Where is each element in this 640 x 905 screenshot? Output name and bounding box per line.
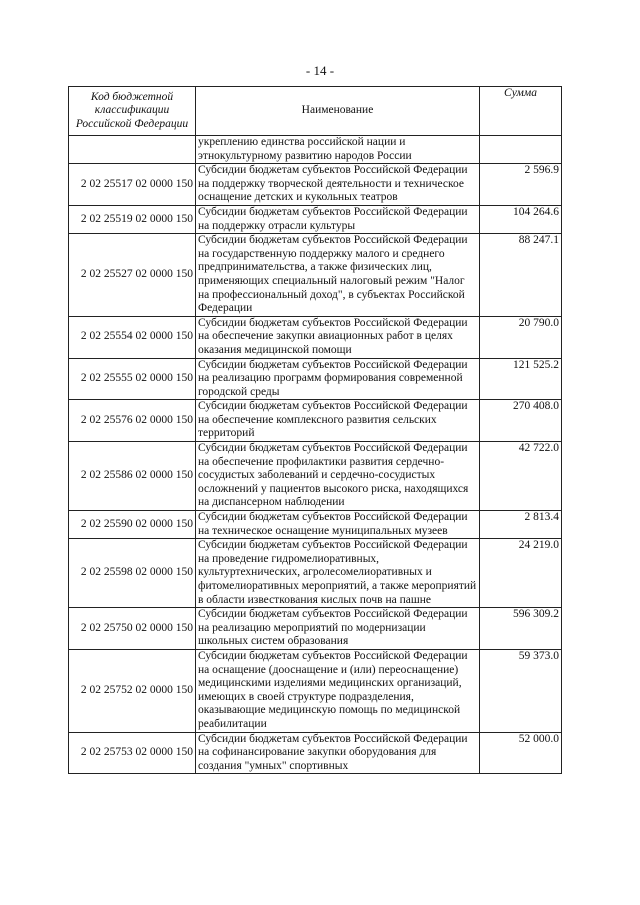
table-header-row: [69, 87, 562, 136]
row-name: Субсидии бюджетам субъектов Российской Федерации на обеспечение закупки авиационных работ в целях оказания медицинской помощи: [196, 316, 480, 358]
table-row: [69, 400, 562, 442]
row-code: 2 02 25586 02 0000 150: [69, 442, 196, 511]
row-sum: 2 596.9: [480, 164, 562, 206]
row-sum: 20 790.0: [480, 316, 562, 358]
row-sum: 2 813.4: [480, 511, 562, 539]
row-name: Субсидии бюджетам субъектов Российской Федерации на поддержку творческой деятельности и техническое оснащение детских и кукольных театров: [196, 164, 480, 206]
page-number: - 14 -: [305, 63, 335, 78]
row-name: Субсидии бюджетам субъектов Российской Федерации на государственную поддержку малого и среднего предпринимательства, а также физических лиц, применяющих специальный налоговый режим "Налог на профессиональный доход", в субъектах Российской Федерации: [196, 234, 480, 317]
row-sum: 52 000.0: [480, 732, 562, 774]
table-row: [69, 136, 562, 164]
budget-table: [68, 86, 562, 774]
row-sum: 24 219.0: [480, 539, 562, 608]
row-code: 2 02 25750 02 0000 150: [69, 608, 196, 650]
row-name: Субсидии бюджетам субъектов Российской Федерации на проведение гидромелиоративных, культуртехнических, агролесомелиоративных и фитомелиоративных мероприятий, а также мероприятий в области известкования кислых почв на пашне: [196, 539, 480, 608]
header-sum: Сумма: [480, 87, 562, 136]
row-code: 2 02 25527 02 0000 150: [69, 234, 196, 317]
table-row: [69, 205, 562, 233]
row-name: Субсидии бюджетам субъектов Российской Федерации на реализацию программ формирования современной городской среды: [196, 358, 480, 400]
row-code: 2 02 25752 02 0000 150: [69, 649, 196, 732]
row-name: Субсидии бюджетам субъектов Российской Федерации на обеспечение комплексного развития сельских территорий: [196, 400, 480, 442]
table-row: [69, 316, 562, 358]
row-code: 2 02 25555 02 0000 150: [69, 358, 196, 400]
table-row: [69, 649, 562, 732]
row-code: 2 02 25753 02 0000 150: [69, 732, 196, 774]
row-code: [69, 136, 196, 164]
row-sum: 596 309.2: [480, 608, 562, 650]
row-name: Субсидии бюджетам субъектов Российской Федерации на оснащение (дооснащение и (или) переоснащение) медицинскими изделиями медицинских организаций, имеющих в своей структуре подразделения, оказывающие медицинскую помощь по медицинской реабилитации: [196, 649, 480, 732]
header-code: Код бюджетной классификации Российской Федерации: [69, 87, 196, 136]
header-name: Наименование: [196, 87, 480, 136]
table-row: [69, 442, 562, 511]
row-sum: 88 247.1: [480, 234, 562, 317]
row-name: Субсидии бюджетам субъектов Российской Федерации на реализацию мероприятий по модернизации школьных систем образования: [196, 608, 480, 650]
table-row: [69, 539, 562, 608]
row-name: Субсидии бюджетам субъектов Российской Федерации на софинансирование закупки оборудования для создания "умных" спортивных: [196, 732, 480, 774]
row-code: 2 02 25554 02 0000 150: [69, 316, 196, 358]
table-row: [69, 234, 562, 317]
row-sum: 59 373.0: [480, 649, 562, 732]
row-code: 2 02 25598 02 0000 150: [69, 539, 196, 608]
row-sum: 104 264.6: [480, 205, 562, 233]
table-row: [69, 732, 562, 774]
row-code: 2 02 25519 02 0000 150: [69, 205, 196, 233]
table-row: [69, 164, 562, 206]
table-row: [69, 608, 562, 650]
row-name: Субсидии бюджетам субъектов Российской Федерации на техническое оснащение муниципальных музеев: [196, 511, 480, 539]
row-name: укреплению единства российской нации и этнокультурному развитию народов России: [196, 136, 480, 164]
row-name: Субсидии бюджетам субъектов Российской Федерации на поддержку отрасли культуры: [196, 205, 480, 233]
row-code: 2 02 25576 02 0000 150: [69, 400, 196, 442]
table-row: [69, 511, 562, 539]
row-code: 2 02 25590 02 0000 150: [69, 511, 196, 539]
row-sum: 121 525.2: [480, 358, 562, 400]
row-sum: [480, 136, 562, 164]
table-row: [69, 358, 562, 400]
row-sum: 42 722.0: [480, 442, 562, 511]
row-name: Субсидии бюджетам субъектов Российской Федерации на обеспечение профилактики развития сердечно-сосудистых заболеваний и сердечно-сосудистых осложнений у пациентов высокого риска, находящихся на диспансерном наблюдении: [196, 442, 480, 511]
row-code: 2 02 25517 02 0000 150: [69, 164, 196, 206]
row-sum: 270 408.0: [480, 400, 562, 442]
